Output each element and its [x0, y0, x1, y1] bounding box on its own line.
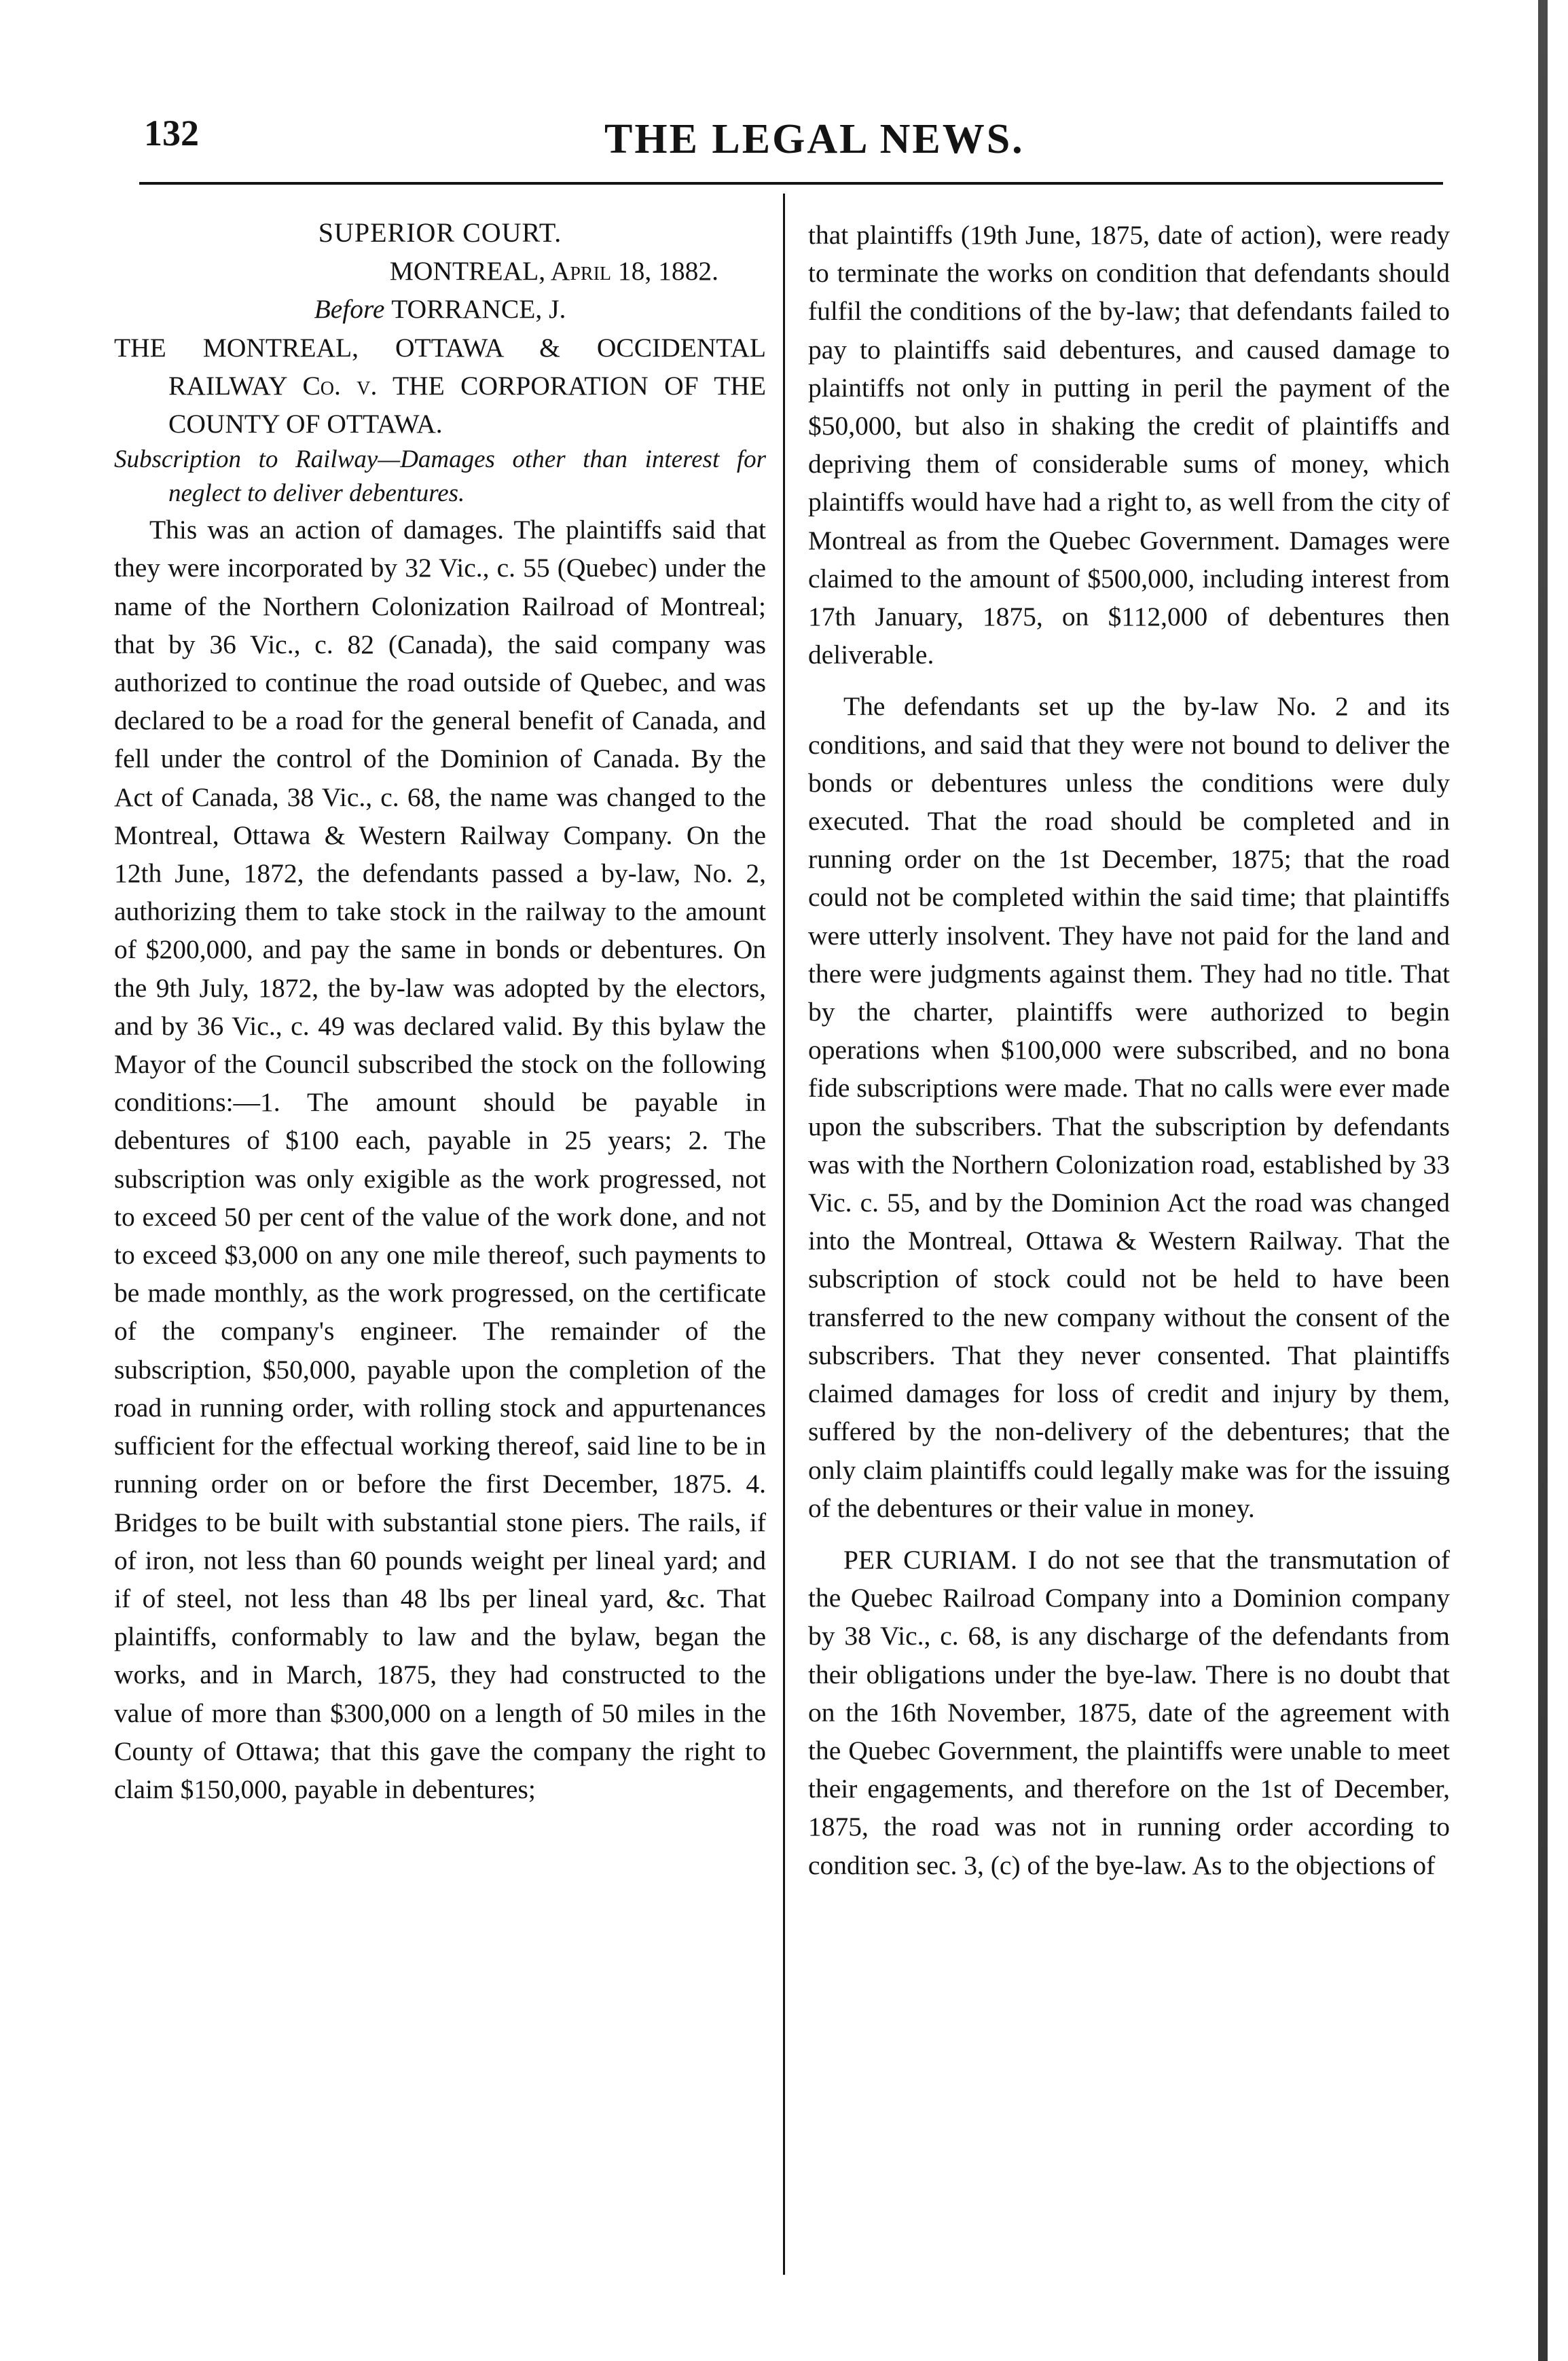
syllabus: Subscription to Railway—Damages other than interest for neglect to deliver debentures.: [114, 445, 766, 508]
judge-line: [114, 290, 766, 328]
body-continuation: that plaintiffs (19th June, 1875, date of action), were ready to terminate the works on condition that defendants should fulfil the conditions of the by-law; that defendants failed to pay to plaintiffs said debentures, and caused damage to plaintiffs not only in putting in peril the payment of the $50,000, but also in shaking the credit of plaintiffs and depriving them of considerable sums of money, which plaintiffs would have had a right to, as well from the city of Montreal as from the Quebec Government. Damages were claimed to the amount of $500,000, including interest from 17th January, 1875, on $112,000 of debentures then deliverable.: [808, 220, 1450, 670]
body-paragraph-2: The defendants set up the by-law No. 2 and its conditions, and said that they were not bound to deliver the bonds or debentures unless the conditions were duly executed. That the road should be completed and in running order on the 1st December, 1875; that the road could not be completed within the said time; that plaintiffs were utterly insolvent. They have not paid for the land and there were judgments against them. They had no title. That by the charter, plaintiffs were authorized to begin operations when $100,000 were subscribed, and no bona fide subscriptions were made. That no calls were ever made upon the subscribers. That the subscription by defendants was with the Northern Colonization road, established by 33 Vic. c. 55, and by the Dominion Act the road was changed into the Montreal, Ottawa & Western Railway. That the subscription of stock could not be held to have been transferred to the new company without the consent of the subscribers. That they never consented. That plaintiffs claimed damages for loss of credit and injury by them, suffered by the non-delivery of the debentures; that the only claim plaintiffs could legally make was for the issuing of the debentures or their value in money.: [808, 691, 1450, 1523]
court-heading: SUPERIOR COURT.: [318, 217, 562, 248]
per-curiam-label: PER CURIAM.: [843, 1544, 1018, 1575]
judge-prefix: Before: [314, 294, 385, 325]
left-column: [114, 214, 766, 1822]
judge-name: TORRANCE, J.: [391, 294, 566, 325]
body-paragraph-1: This was an action of damages. The plaintiffs said that they were incorporated by 32 Vic., c. 55 (Quebec) under the name of the Northern Colonization Railroad of Montreal; that by 36 Vic., c. 82 (Canada), the said company was authorized to continue the road outside of Quebec, and was declared to be a road for the general benefit of Canada, and fell under the control of the Dominion of Canada. By the Act of Canada, 38 Vic., c. 68, the name was changed to the Montreal, Ottawa & Western Railway Company. On the 12th June, 1872, the defendants passed a by-law, No. 2, authorizing them to take stock in the railway to the amount of $200,000, and pay the same in bonds or debentures. On the 9th July, 1872, the by-law was adopted by the electors, and by 36 Vic., c. 49 was declared valid. By this bylaw the Mayor of the Council subscribed the stock on the following conditions:—1. The amount should be payable in debentures of $100 each, payable in 25 years; 2. The subscription was only exigible as the work progressed, not to exceed 50 per cent of the value of the work done, and not to exceed $3,000 on any one mile thereof, such payments to be made monthly, as the work progressed, on the certificate of the company's engineer. The remainder of the subscription, $50,000, payable upon the completion of the road in running order, with rolling stock and appurtenances sufficient for the effectual working thereof, said line to be in running order on or before the first December, 1875. 4. Bridges to be built with substantial stone piers. The rails, if of iron, not less than 60 pounds weight per lineal yard; and if of steel, not less than 48 lbs per lineal yard, &c. That plaintiffs, conformably to law and the bylaw, began the works, and in March, 1875, they had constructed to the value of more than $300,000 on a length of 50 miles in the County of Ottawa; that this gave the company the right to claim $150,000, payable in debentures;: [114, 515, 766, 1804]
page-number: 132: [144, 113, 199, 153]
per-curiam-paragraph: [808, 1541, 1450, 1884]
case-title: THE MONTREAL, OTTAWA & OCCIDENTAL RAILWAY Co. v. THE CORPORATION OF THE COUNTY OF OTTAWA.: [114, 332, 766, 439]
dateline: MONTREAL, April 18, 1882.: [389, 256, 718, 287]
running-title: THE LEGAL NEWS.: [604, 116, 1025, 162]
right-column: [808, 216, 1450, 1884]
per-curiam-text: I do not see that the transmutation of the Quebec Railroad Company into a Dominion company by 38 Vic., c. 68, is any discharge of the defendants from their obligations under the bye-law. There is no doubt that on the 16th November, 1875, date of the agreement with the Quebec Government, the plaintiffs were unable to meet their engagements, and therefore on the 1st of December, 1875, the road was not in running order according to condition sec. 3, (c) of the bye-law. As to the objections of: [808, 1544, 1451, 1880]
column-divider: [783, 194, 785, 2275]
header-rule: [139, 182, 1443, 185]
page-edge-mark: [1538, 0, 1548, 2361]
